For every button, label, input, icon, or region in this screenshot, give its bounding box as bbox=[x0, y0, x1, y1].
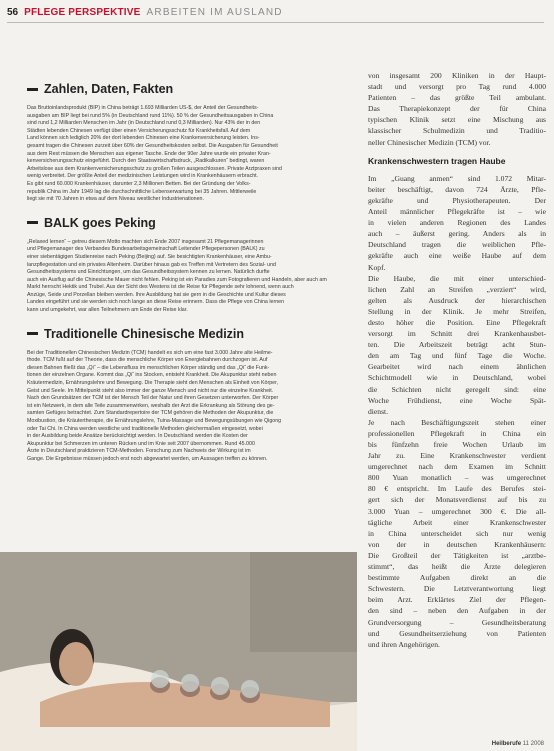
text-line: Jahr zu. Eine Krankenschwester verdient bbox=[368, 451, 546, 461]
heading-text: BALK goes Peking bbox=[44, 215, 156, 230]
text-line: Arbeitslose aus dem Krankenversicherungsschutz zu großen Teilen ausgeschlossen. Private Arztpraxen sind bbox=[27, 165, 282, 172]
text-line: 3.000 Yuan – umgerechnet 300 €. Die all- bbox=[368, 506, 546, 516]
text-line: gelten als Ausdruck der hierarchischen bbox=[368, 295, 546, 305]
section-title: PFLEGE PERSPEKTIVE bbox=[24, 7, 141, 18]
photo-illustration bbox=[0, 552, 357, 751]
text-line: klassischer Schulmedizin und Traditio- bbox=[368, 126, 546, 136]
text-line: stadt und versorgt pro Tag rund 4.000 bbox=[368, 82, 546, 92]
text-line: beim Arzt. Erklärtes Ziel der Pflegen- bbox=[368, 595, 546, 605]
text-line: in China unterscheidet sich nur wenig bbox=[368, 528, 546, 538]
text-line: ist ein Netzwerk, in dem alle Teile zusammenwirken, weshalb der Arzt die Erkrankung als Störung des ge- bbox=[27, 402, 275, 409]
subheading-haube: Krankenschwestern tragen Haube bbox=[368, 155, 506, 166]
text-line: Nach den Grundsätzen der TCM ist der Mensch Teil der Natur und ihren Gesetzen unterworfen. Der Körper bbox=[27, 395, 279, 402]
text-line: Woche Frühdienst, eine Woche Spät- bbox=[368, 395, 546, 405]
text-line: Kräutermedizin, Ernährungslehre und Bewegung. Die Therapie sieht den Menschen als Einheit von Körper, bbox=[27, 380, 279, 387]
text-line: ausgaben am BIP liegt bei rund 5% (in Deutschland rund 11%). 50 % der Gesundheitsausgaben in China bbox=[27, 112, 274, 119]
heading-zahlen bbox=[27, 82, 357, 96]
text-line: samten Gefüges betrachtet. Zum Standardrepertoire der TCM gehören die Methoden der Akupunktur, die bbox=[27, 410, 274, 417]
text-line: den sind – neben den Aufgaben in der bbox=[368, 606, 546, 616]
page-header bbox=[7, 7, 544, 23]
right-column bbox=[368, 70, 546, 650]
balk-text bbox=[27, 239, 357, 315]
text-line: Kopf. bbox=[368, 262, 386, 272]
text-line: ten. Die Arbeitszeit beträgt acht Stun- bbox=[368, 340, 546, 350]
text-line: die Schichten nicht geregelt sind: eine bbox=[368, 384, 546, 394]
page-footer bbox=[492, 741, 544, 747]
right-paragraph-3 bbox=[368, 273, 546, 417]
text-line: und Gesundheitserziehung von Patienten bbox=[368, 628, 546, 638]
text-line: auch – äußerst gering. Anders als in bbox=[368, 229, 546, 239]
text-line: kenversicherungsschutz eingeführt. Durch den Staatswirtschaftsdruck, „Radikalkuren“ bedingt, waren bbox=[27, 158, 265, 165]
text-line: gekräfte auch eine weiße Haube auf dem bbox=[368, 251, 546, 261]
text-line: bis fünfzehn freie Wochen Urlaub im bbox=[368, 440, 546, 449]
right-paragraph-4 bbox=[368, 417, 546, 650]
text-line: Gange. Die Ergebnisse müssen jedoch erst noch abgewartet werden, um Aussagen treffen zu können. bbox=[27, 455, 268, 462]
text-line: Akupunktur bei Schmerzen im unteren Rücken und im Knie seit 2007 übernommen. Rund 45.000 bbox=[27, 440, 255, 447]
text-line: versorgt im Schnitt drei Krankenhausbet- bbox=[368, 329, 546, 339]
right-paragraph-2 bbox=[368, 173, 546, 273]
text-line: Schwestern. Die Letztverantwortung liegt bbox=[368, 584, 546, 594]
text-line: Deutschland tragen die weiblichen Pfle- bbox=[368, 240, 546, 250]
text-line: aus dem Rest müssen die Menschen aus eigener Tasche. Ende der 90er Jahre wurde ein privater Kran- bbox=[27, 150, 271, 157]
text-line: tägliche Arbeit einer Krankenschwester bbox=[368, 517, 546, 527]
text-line: Anteil männlicher Pflegekräfte ist – wie bbox=[368, 207, 546, 217]
text-line: Es gibt rund 60.000 Krankenhäuser, darunter 2,3 Millionen Betten. Bei der Gründung der Volks- bbox=[27, 180, 251, 187]
text-line: thode. TCM fußt auf der Theorie, dass die menschliche Körper von Energiebahnen durchzogen ist. Auf bbox=[27, 357, 268, 364]
text-line: Grundversorgung – Gesundheitsberatung bbox=[368, 617, 546, 627]
right-paragraph-1 bbox=[368, 70, 546, 148]
text-line: Landes eingeführt und sie werden sich noch lange an diese Reise erinnern. Dass die Pflege von China lernen bbox=[27, 299, 285, 306]
text-line: Gearbeitet wird nach einem ähnlichen bbox=[368, 362, 546, 372]
text-line: den am Tag und fünf Tage die Woche. bbox=[368, 351, 546, 361]
text-line: Schichtmodell wie in Deutschland, wobei bbox=[368, 373, 546, 383]
text-line: neller Chinesischer Medizin (TCM) vor. bbox=[368, 137, 491, 147]
heading-text: Traditionelle Chinesische Medizin bbox=[44, 326, 245, 341]
heading-bar-icon bbox=[27, 221, 38, 224]
text-line: Je nach Beschäftigungszeit stehen einer bbox=[368, 417, 546, 427]
text-line: Im „Guang anmen“ sind 1.072 Mitar- bbox=[368, 173, 546, 183]
text-line: oder Tai Chi. In China werden westliche und traditionelle Methoden gleichermaßen eingesetzt, wobei bbox=[27, 425, 263, 432]
text-line: republik China im Jahr 1949 lag die durchschnittliche Lebenserwartung bei 35 Jahren. Mittlerweile bbox=[27, 188, 257, 195]
heading-tcm bbox=[27, 327, 357, 341]
text-line: von der in deutschen Krankenhäusern: bbox=[368, 539, 546, 549]
text-line: Städten lebenden Chinesen verfügt über einen Versicherungsschutz für Krankheitsfall. Auf dem bbox=[27, 127, 251, 134]
text-line: Stellung in der Klinik. Je mehr Streifen, bbox=[368, 306, 546, 316]
heading-balk bbox=[27, 216, 357, 230]
cupping-therapy-photo bbox=[0, 552, 357, 751]
text-line: Gesundheitssystems und Einrichtungen, um das Gesundheitssystem kennen zu lernen. Natürlich durfte bbox=[27, 269, 270, 276]
text-line: stimmt“, das heißt die Ärzte delegieren bbox=[368, 562, 546, 572]
text-line: wenig verbreitet. Der größte Anteil der medizinischen Leistungen wird in Krankenhäusern erbracht. bbox=[27, 173, 259, 180]
text-line: 800 Yuan monatlich – was umgerechnet bbox=[368, 473, 546, 483]
text-line: in vielen anderen Regionen des Landes bbox=[368, 218, 546, 228]
text-line: beiter beschäftigt, davon 724 Ärzte, Pfle- bbox=[368, 184, 546, 194]
text-line: Die Großteil der Tätigkeiten ist „arztbe- bbox=[368, 550, 546, 560]
footer-brand: Heilberufe bbox=[491, 741, 522, 747]
text-line: Das Therapiekonzept der für China bbox=[368, 104, 546, 114]
text-line: lichen Zahl an Streifen „verziert“ wird, bbox=[368, 284, 546, 294]
text-line: Das Bruttoinlandsprodukt (BIP) in China beträgt 1.693 Milliarden US-$, der Anteil der Gesundheits- bbox=[27, 105, 259, 111]
text-line: in der Ausbildung beide Ansätze berücksichtigt werden. In Deutschland werden die Kosten der bbox=[27, 433, 248, 440]
text-line: dienst. bbox=[368, 406, 389, 416]
text-line: liegt sie mit 70 Jahren in etwa auf dem Niveau westlicher Industrienationen. bbox=[27, 196, 204, 203]
text-line: Markt herrscht Hektik und Trubel. Aus der Sicht des Westens ist die Reise für Pflegende sehr lohnend, wenn auch bbox=[27, 284, 294, 291]
left-column bbox=[27, 82, 357, 464]
text-line: Bei der Traditionellen Chinesischen Medizin (TCM) handelt es sich um eine fast 3.000 Jahre alte Heilme- bbox=[27, 349, 273, 356]
zahlen-text bbox=[27, 105, 357, 204]
text-line: „Relaxed lernen“ – getreu diesem Motto machten sich Ende 2007 insgesamt 21 Pflegemanagerinnen bbox=[27, 238, 264, 245]
text-line: kann und umgekehrt, war allen Teilnehmern am Ende der Reise klar. bbox=[27, 307, 188, 314]
header-rule bbox=[7, 22, 544, 23]
text-line: gesamt tragen die Chinesen zurzeit über 60% der Gesundheitskosten selbst. Die Ausgaben für Gesundheit bbox=[27, 142, 278, 149]
text-line: gert sich der Monatsverdienst auf bis zu bbox=[368, 495, 546, 505]
text-line: Anzüge, Seide und Porzellan bleiben werden. Ihre Ausbildung hat sie gern in die Geschichte und Kultur dieses bbox=[27, 291, 286, 298]
text-line: auch ein Ausflug auf die Chinesische Mauer nicht fehlen. Peking ist ein Paradies zum Fotografieren und Handeln, aber auch am bbox=[27, 276, 327, 283]
text-line: Die Haube, die mit einer unterschied- bbox=[368, 273, 546, 283]
heading-bar-icon bbox=[27, 88, 38, 91]
text-line: einer siebentägigen Studienreise nach Peking (Beijing) auf. Sie besichtigten Krankenhäuser, eine Ambu- bbox=[27, 253, 272, 260]
text-line: von insgesamt 200 Kliniken in der Haupt- bbox=[368, 71, 546, 80]
text-line: Patienten – das größte Teil ambulant. bbox=[368, 93, 546, 103]
text-line: Geist und Seele. Im Mittelpunkt steht also immer der ganze Mensch und nicht nur die einzelne Krankheit. bbox=[27, 387, 274, 394]
text-line: diesen Bahnen fließt das „Qi“ – die Lebensfluss im menschlichen Körper ständig und das „Qi“ die Funk- bbox=[27, 364, 270, 371]
text-line: bestimmte Aufgaben direkt an die bbox=[368, 573, 546, 583]
text-line: desto höher die Position. Eine Pflegekraft bbox=[368, 317, 546, 327]
text-line: und ihren Angehörigen. bbox=[368, 639, 440, 649]
footer-issue: 11 2008 bbox=[522, 741, 544, 747]
text-line: Ärzte in Deutschland praktizieren TCM-Methoden. Forschung zum Nachweis der Wirkung ist im bbox=[27, 448, 251, 455]
heading-text: Zahlen, Daten, Fakten bbox=[44, 82, 174, 96]
text-line: Land können sich lediglich 20% der dort lebenden Chinesen eine Krankenversicherung leisten. Ins- bbox=[27, 135, 260, 142]
text-line: 80 € entspricht. Im Laufe des Berufes stei- bbox=[368, 484, 546, 494]
subsection-title: ARBEITEN IM AUSLAND bbox=[146, 7, 283, 18]
text-line: und Pflegemanager des Verbandes Bundesarbeitsgemeinschaft Leitender Pflegepersonen (BALK) zu bbox=[27, 246, 265, 253]
text-line: gekräfte und Physiotherapeuten. Der bbox=[368, 195, 546, 205]
text-line: professionellen Pflegekraft in China ein bbox=[368, 428, 546, 438]
page-number: 56 bbox=[7, 7, 19, 18]
text-line: Moxibustion, die Kräutertherapie, die Ernährungslehre, Tuina-Massage und Bewegungsübungen wie Qigong bbox=[27, 418, 282, 424]
heading-bar-icon bbox=[27, 332, 38, 335]
text-line: sind rund 1,2 Milliarden Menschen im Jahr (in Deutschland rund 0,3 Milliarden). Nur 43% der in den bbox=[27, 120, 261, 127]
text-line: lanzpflegestation und ein privates Altenheim. Darüber hinaus gab es Treffen mit Vertretern des Sozial- und bbox=[27, 261, 277, 268]
text-line: typischen Klinik setzt eine Mischung aus bbox=[368, 115, 546, 125]
text-line: tionen der einzelnen Organe. Kommt das „Qi“ ins Stocken, entsteht Krankheit. Die Akupunktur steht neben bbox=[27, 372, 277, 379]
text-line: umgerechnet nach dem Examen im Schnitt bbox=[368, 462, 546, 472]
tcm-text bbox=[27, 350, 357, 464]
